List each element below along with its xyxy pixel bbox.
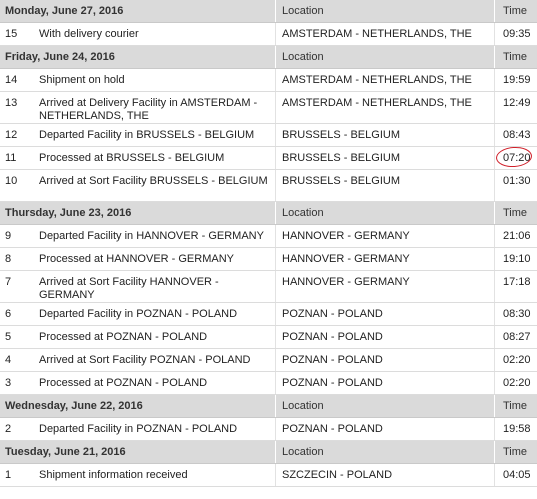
red-circle-annotation — [495, 146, 532, 168]
event-time-value: 07:20 — [503, 152, 531, 164]
event-location: POZNAN - POLAND — [275, 303, 494, 325]
event-number: 12 — [5, 129, 18, 141]
event-time-value: 19:59 — [503, 74, 531, 86]
event-location: SZCZECIN - POLAND — [275, 464, 494, 486]
event-description: Processed at POZNAN - POLAND — [39, 331, 208, 343]
event-number: 5 — [5, 331, 12, 343]
event-number: 13 — [5, 97, 18, 109]
event-number: 6 — [5, 308, 12, 320]
location-column-header: Location — [275, 441, 494, 463]
event-description: Arrived at Sort Facility BRUSSELS - BELGIUM — [39, 175, 268, 187]
event-number: 15 — [5, 28, 18, 40]
event-number: 11 — [5, 152, 17, 164]
event-number: 9 — [5, 230, 12, 242]
group-date: Monday, June 27, 2016 — [5, 5, 124, 17]
event-time-value: 19:10 — [503, 253, 531, 265]
event-time-value: 21:06 — [503, 230, 531, 242]
date-group-header — [0, 0, 537, 23]
time-column-header: Time — [494, 46, 537, 68]
event-time — [494, 225, 537, 247]
group-date: Wednesday, June 22, 2016 — [5, 400, 143, 412]
event-description: Departed Facility in HANNOVER - GERMANY — [39, 230, 264, 242]
event-time — [494, 418, 537, 440]
event-time — [494, 464, 537, 486]
event-location: BRUSSELS - BELGIUM — [275, 124, 494, 146]
event-time — [494, 23, 537, 45]
event-location: BRUSSELS - BELGIUM — [275, 147, 494, 169]
table-row — [0, 271, 537, 303]
event-time — [494, 248, 537, 270]
event-time — [494, 147, 537, 169]
event-time-value: 12:49 — [503, 97, 531, 109]
event-time — [494, 92, 537, 123]
event-time — [494, 303, 537, 325]
location-column-header: Location — [275, 0, 494, 22]
event-description: Arrived at Delivery Facility in AMSTERDAM - NETHERLANDS, THE — [39, 97, 258, 122]
event-description: With delivery courier — [39, 28, 139, 40]
time-column-header: Time — [494, 0, 537, 22]
event-description: Departed Facility in POZNAN - POLAND — [39, 308, 238, 320]
table-row — [0, 225, 537, 248]
location-column-header: Location — [275, 395, 494, 417]
event-number: 1 — [5, 469, 12, 481]
date-group-header — [0, 202, 537, 225]
group-date: Thursday, June 23, 2016 — [5, 207, 132, 219]
location-column-header: Location — [275, 202, 494, 224]
event-description: Departed Facility in BRUSSELS - BELGIUM — [39, 129, 255, 141]
event-location: POZNAN - POLAND — [275, 372, 494, 394]
event-time — [494, 69, 537, 91]
event-location: POZNAN - POLAND — [275, 349, 494, 371]
table-row — [0, 464, 537, 487]
event-description: Shipment information received — [39, 469, 188, 481]
event-number: 14 — [5, 74, 18, 86]
event-number: 3 — [5, 377, 12, 389]
event-description: Processed at POZNAN - POLAND — [39, 377, 208, 389]
event-number: 10 — [5, 175, 18, 187]
event-description: Arrived at Sort Facility POZNAN - POLAND — [39, 354, 251, 366]
event-description: Departed Facility in POZNAN - POLAND — [39, 423, 238, 435]
table-row — [0, 418, 537, 441]
event-location: POZNAN - POLAND — [275, 418, 494, 440]
event-time-value: 08:30 — [503, 308, 531, 320]
event-time-value: 08:43 — [503, 129, 531, 141]
event-time-value: 19:58 — [503, 423, 531, 435]
time-column-header: Time — [494, 202, 537, 224]
event-time-value: 17:18 — [503, 276, 531, 288]
event-time-value: 08:27 — [503, 331, 531, 343]
event-time-value: 04:05 — [503, 469, 531, 481]
event-location: AMSTERDAM - NETHERLANDS, THE — [275, 69, 494, 91]
table-row — [0, 69, 537, 92]
group-date: Tuesday, June 21, 2016 — [5, 446, 126, 458]
table-row — [0, 92, 537, 124]
event-location: HANNOVER - GERMANY — [275, 225, 494, 247]
event-location: AMSTERDAM - NETHERLANDS, THE — [275, 92, 494, 123]
event-location: BRUSSELS - BELGIUM — [275, 170, 494, 201]
location-column-header: Location — [275, 46, 494, 68]
time-column-header: Time — [494, 441, 537, 463]
event-time — [494, 349, 537, 371]
event-number: 7 — [5, 276, 12, 288]
date-group-header — [0, 46, 537, 69]
event-time — [494, 124, 537, 146]
table-row — [0, 326, 537, 349]
group-date: Friday, June 24, 2016 — [5, 51, 115, 63]
event-time — [494, 271, 537, 302]
event-time — [494, 372, 537, 394]
date-group-header — [0, 395, 537, 418]
event-time-value: 02:20 — [503, 354, 531, 366]
table-row — [0, 170, 537, 202]
event-number: 4 — [5, 354, 12, 366]
event-description: Processed at BRUSSELS - BELGIUM — [39, 152, 225, 164]
table-row — [0, 147, 537, 170]
table-row — [0, 349, 537, 372]
event-description: Shipment on hold — [39, 74, 125, 86]
date-group-header — [0, 441, 537, 464]
event-number: 8 — [5, 253, 12, 265]
event-description: Processed at HANNOVER - GERMANY — [39, 253, 234, 265]
table-row — [0, 248, 537, 271]
event-location: POZNAN - POLAND — [275, 326, 494, 348]
event-location: HANNOVER - GERMANY — [275, 248, 494, 270]
event-time — [494, 170, 537, 201]
event-location: HANNOVER - GERMANY — [275, 271, 494, 302]
time-column-header: Time — [494, 395, 537, 417]
event-time-value: 02:20 — [503, 377, 531, 389]
event-description: Arrived at Sort Facility HANNOVER - GERMANY — [39, 276, 219, 301]
event-time-value: 01:30 — [503, 175, 531, 187]
table-row — [0, 23, 537, 46]
table-row — [0, 124, 537, 147]
event-location: AMSTERDAM - NETHERLANDS, THE — [275, 23, 494, 45]
event-number: 2 — [5, 423, 12, 435]
table-row — [0, 372, 537, 395]
event-time-value: 09:35 — [503, 28, 531, 40]
table-row — [0, 303, 537, 326]
event-time — [494, 326, 537, 348]
